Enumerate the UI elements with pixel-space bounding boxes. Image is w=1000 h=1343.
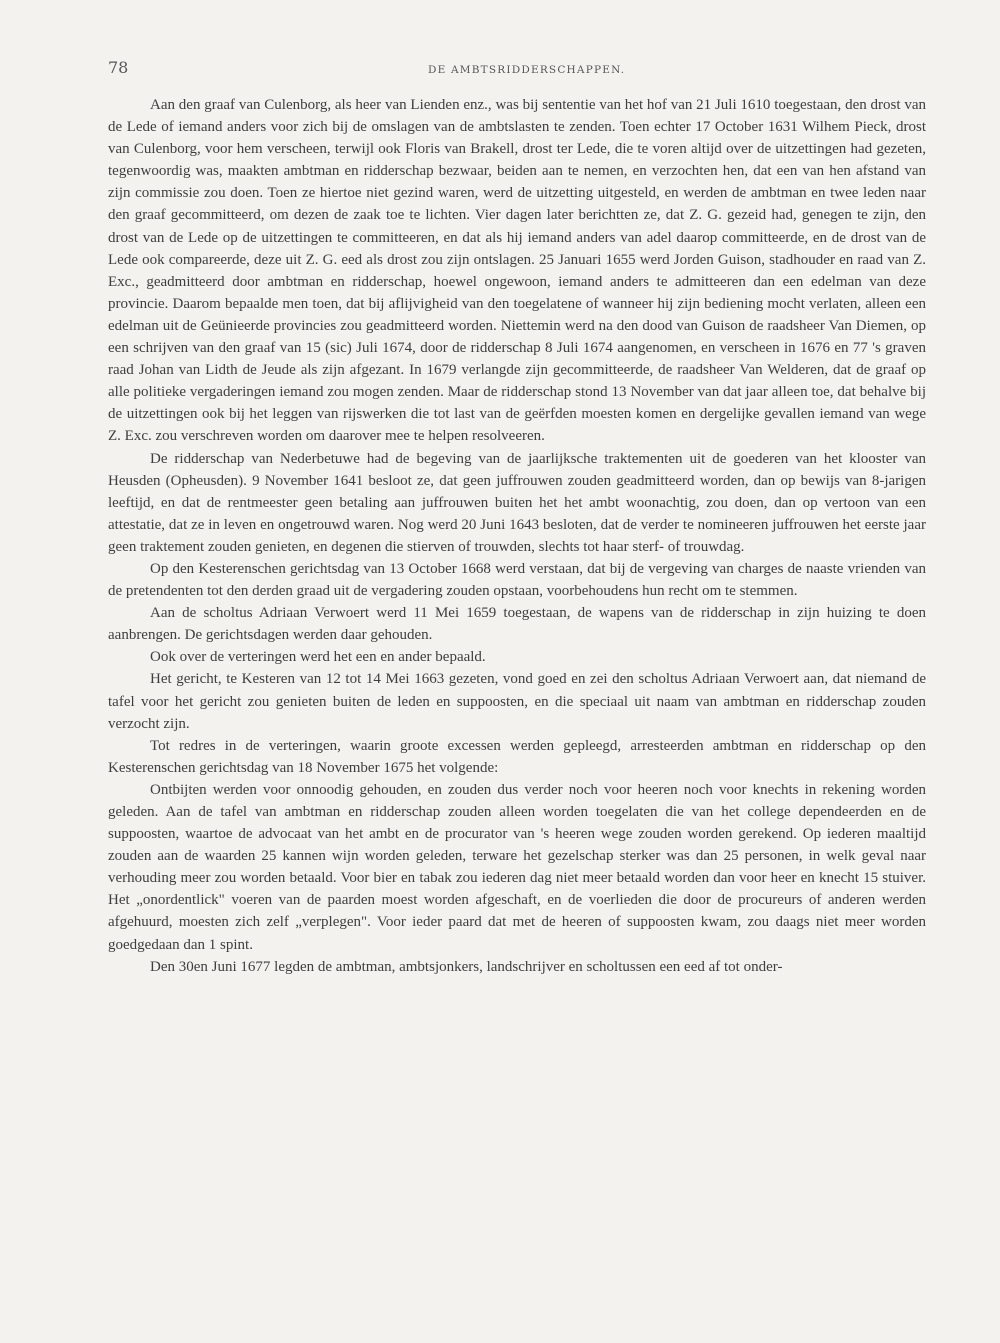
page-number: 78	[108, 58, 129, 77]
paragraph: Den 30en Juni 1677 legden de ambtman, ambtsjonkers, landschrijver en scholtussen een eed af tot onder-	[150, 958, 783, 975]
running-title: DE AMBTSRIDDERSCHAPPEN.	[428, 64, 626, 76]
paragraph: Ook over de verteringen werd het een en ander bepaald.	[150, 649, 486, 666]
paragraph: Op den Kesterenschen gerichtsdag van 13 October 1668 werd verstaan, dat bij de vergeving van charges de naaste vrienden van de pretendenten tot den derden graad uit de vergadering zouden opstaan, voorbehoudens hun recht om te stemmen.	[108, 560, 926, 600]
paragraph: Tot redres in de verteringen, waarin groote excessen werden gepleegd, arresteerden ambtman en ridderschap op den Kesterenschen gerichtsdag van 18 November 1675 het volgende:	[108, 737, 926, 776]
paragraph: Aan de scholtus Adriaan Verwoert werd 11 Mei 1659 toegestaan, de wapens van de ridderschap in zijn huizing te doen aanbrengen. De gerichtsdagen werden daar gehouden.	[108, 605, 926, 644]
paragraph: De ridderschap van Nederbetuwe had de begeving van de jaarlijksche traktementen uit de goederen van het klooster van Heusden (Opheusden). 9 November 1641 besloot ze, dat geen juffrouwen zouden geadmitteerd worden, dan op bewijs van 8-jarigen leeftijd, en dat de rentmeester geen betaling aan juffrouwen buiten het het ambt woonachtig, zou doen, dan op vertoon van een attestatie, dat ze in leven en ongetrouwd waren. Nog werd 20 Juni 1643 besloten, dat de verder te nomineeren juffrouwen het eerste jaar geen traktement zouden genieten, en degenen die stierven of trouwden, slechts tot haar sterf- of trouwdag.	[108, 450, 926, 555]
paragraph: Het gericht, te Kesteren van 12 tot 14 Mei 1663 gezeten, vond goed en zei den scholtus Adriaan Verwoert aan, dat niemand de tafel voor het gericht zou genieten buiten de leden en suppoosten, en die speciaal uit naam van ambtman en ridderschap zouden verzocht zijn.	[108, 671, 926, 732]
paragraph: Aan den graaf van Culenborg, als heer van Lienden enz., was bij sententie van het hof van 21 Juli 1610 toegestaan, den drost van de Lede of iemand anders voor zich bij de omslagen van de ambtslasten te zenden. Toen echter 17 October 1631 Wilhem Pieck, drost van Culenborg, voor hem verscheen, terwijl ook Floris van Brakell, drost ter Lede, die te voren altijd over de uitzettingen had gezeten, tegenwoordig was, maakten ambtman en ridderschap bezwaar, beiden aan te nemen, en verzochten hen, dat een van hen afstand van zijn commissie zou doen. Toen ze hiertoe niet gezind waren, werd de uitzetting uitgesteld, en werden de ambtman en twee leden naar den graaf gecommitteerd, om dezen de zaak toe te lichten. Vier dagen later berichtten ze, dat Z. G. gezeid had, genegen te zijn, den drost van de Lede op de uitzettingen te committeeren, en dat als hij iemand anders van adel daarop committeerde, en de drost van de Lede ook compareerde, deze uit Z. G. eed als drost zou zijn ontslagen. 25 Januari 1655 werd Jorden Guison, stadhouder en raad van Z. Exc., geadmitteerd door ambtman en ridderschap, hoewel ongewoon, iemand anders te admitteeren dan een edelman van deze provincie. Daarom bepaalde men toen, dat bij aflijvigheid van den toegelatene of wanneer hij zijn bediening mocht verlaten, alleen een edelman uit de Geünieerde provincies zou geadmitteerd worden. Niettemin werd na den dood van Guison de raadsheer Van Diemen, op een schrijven van den graaf van 15 (sic) Juli 1674, door de ridderschap 8 Juli 1674 aangenomen, en verscheen in 1676 en 77 's graven raad Johan van Lidth de Jeude als zijn afgezant. In 1679 verlangde zijn gecommitteerde, de raadsheer Van Welderen, dat de graaf op alle politieke vergaderingen iemand zou mogen zenden. Maar de ridderschap stond 13 November van dat jaar alleen toe, dat behalve bij de uitzettingen ook bij het leggen van rijswerken die tot last van de geërfden moesten komen en dergelijke gevallen iemand van wege Z. Exc. zou verschreven worden om daarover mee te helpen resolveeren.	[108, 97, 926, 445]
paragraph: Ontbijten werden voor onnoodig gehouden, en zouden dus verder noch voor heeren noch voor knechts in rekening worden geleden. Aan de tafel van ambtman en ridderschap zouden alleen worden toegelaten die van het college dependeerden en de suppoosten, waartoe de advocaat van het ambt en de procurator van 's heeren wege zouden worden gerekend. Op iederen maaltijd zouden aan de waarden 25 kannen wijn worden geleden, terware het gezelschap sterker was dan 25 personen, in welk geval naar verhouding meer zou worden betaald. Voor bier en tabak zou iederen dag niet meer betaald worden dan voor heer en knecht 15 stuiver. Het „onordentlick" voeren van de paarden moest worden afgeschaft, en de voerlieden die door de procureurs of anderen werden afgehuurd, moesten zich zelf „verplegen". Voor ieder paard dat met de heeren of suppoosten kwam, zou daags niet meer worden goedgedaan dan 1 spint.	[108, 781, 926, 953]
body-text	[108, 94, 926, 978]
